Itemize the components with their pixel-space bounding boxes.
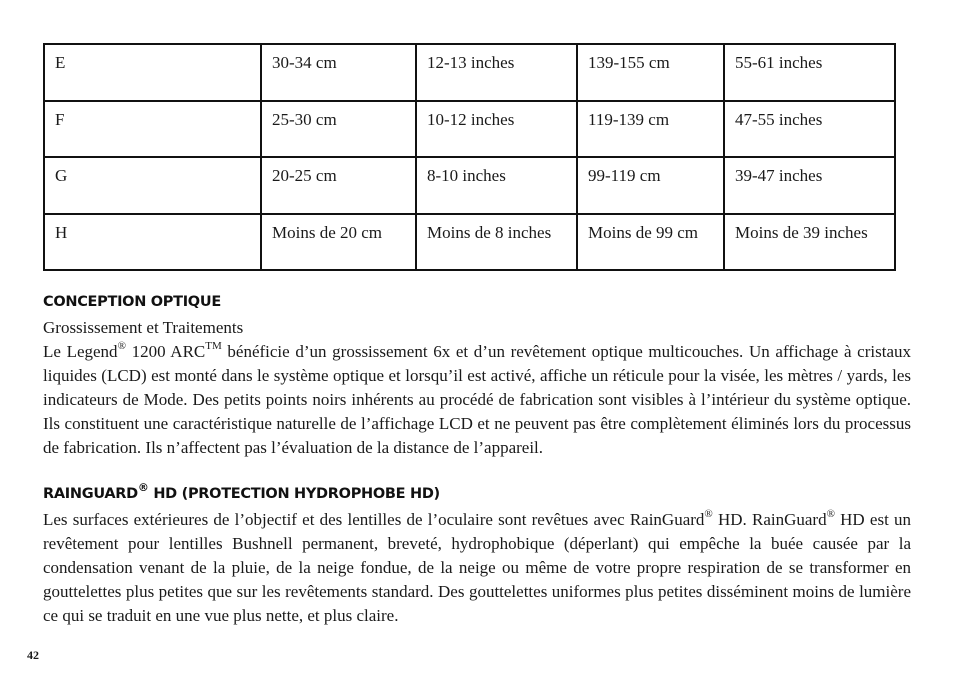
page-number: 42 bbox=[27, 648, 39, 662]
optics-text: Le Legend bbox=[43, 342, 118, 361]
rainguard-text: HD. RainGuard bbox=[712, 510, 827, 529]
table-cell: Moins de 20 cm bbox=[261, 214, 416, 271]
table-cell: 12-13 inches bbox=[416, 44, 577, 101]
optics-subheading: Grossissement et Traitements bbox=[43, 318, 244, 337]
registered-mark: ® bbox=[137, 481, 149, 495]
table-cell: Moins de 99 cm bbox=[577, 214, 724, 271]
table-row bbox=[44, 214, 895, 271]
rainguard-text: Les surfaces extérieures de l’objectif et des lentilles de l’oculaire sont revêtues avec RainGuard bbox=[43, 510, 705, 529]
table-cell: Moins de 39 inches bbox=[724, 214, 895, 271]
optics-paragraph bbox=[43, 340, 911, 460]
optics-heading: CONCEPTION OPTIQUE bbox=[43, 294, 221, 310]
table-row bbox=[44, 44, 895, 101]
trademark-mark: TM bbox=[205, 340, 222, 353]
size-table bbox=[43, 43, 896, 271]
rainguard-heading bbox=[43, 481, 440, 504]
rainguard-paragraph bbox=[43, 508, 911, 628]
table-cell: Moins de 8 inches bbox=[416, 214, 577, 271]
table-cell: G bbox=[44, 157, 261, 214]
table-cell: 39-47 inches bbox=[724, 157, 895, 214]
registered-mark: ® bbox=[826, 508, 835, 521]
rainguard-heading-text: RAINGUARD bbox=[43, 486, 138, 502]
registered-mark: ® bbox=[704, 508, 713, 521]
table-cell: F bbox=[44, 101, 261, 158]
table-row bbox=[44, 101, 895, 158]
table-cell: E bbox=[44, 44, 261, 101]
registered-mark: ® bbox=[117, 340, 126, 353]
table-cell: 10-12 inches bbox=[416, 101, 577, 158]
rainguard-heading-text: HD (PROTECTION HYDROPHOBE HD) bbox=[148, 486, 440, 502]
table-cell: 119-139 cm bbox=[577, 101, 724, 158]
optics-text: 1200 ARC bbox=[125, 342, 206, 361]
table-cell: 99-119 cm bbox=[577, 157, 724, 214]
table-cell: 30-34 cm bbox=[261, 44, 416, 101]
optics-text: bénéficie d’un grossissement 6x et d’un revêtement optique multicouches. Un affichage à cristaux liquides (LCD) est monté dans le système optique et lorsqu’il est activé, affiche un réticule pour la visée, les mètres / yards, les indicateurs de Mode. Des petits points noirs inhérents au procédé de fabrication sont visibles à l’intérieur du système optique. Ils constituent une caractéristique naturelle de l’affichage LCD et ne peuvent pas être complètement éliminés lors du processus de fabrication. Ils n’affectent pas l’évaluation de la distance de l’appareil. bbox=[43, 342, 911, 457]
table-cell: 8-10 inches bbox=[416, 157, 577, 214]
rainguard-text: HD est un revêtement pour lentilles Bushnell permanent, breveté, hydrophobique (déperlant) qui empêche la buée causée par la condensation venant de la pluie, de la neige fondue, de la neige ou même de votre propre respiration de se transformer en gouttelettes plus petites que sur les revêtements standard. Des gouttelettes uniformes plus petites disséminent moins de lumière ce qui se traduit en une vue plus nette, et plus claire. bbox=[43, 510, 911, 625]
table-cell: 20-25 cm bbox=[261, 157, 416, 214]
table-cell: 139-155 cm bbox=[577, 44, 724, 101]
table-cell: 25-30 cm bbox=[261, 101, 416, 158]
table-row bbox=[44, 157, 895, 214]
table-cell: 47-55 inches bbox=[724, 101, 895, 158]
table-cell: H bbox=[44, 214, 261, 271]
table-cell: 55-61 inches bbox=[724, 44, 895, 101]
